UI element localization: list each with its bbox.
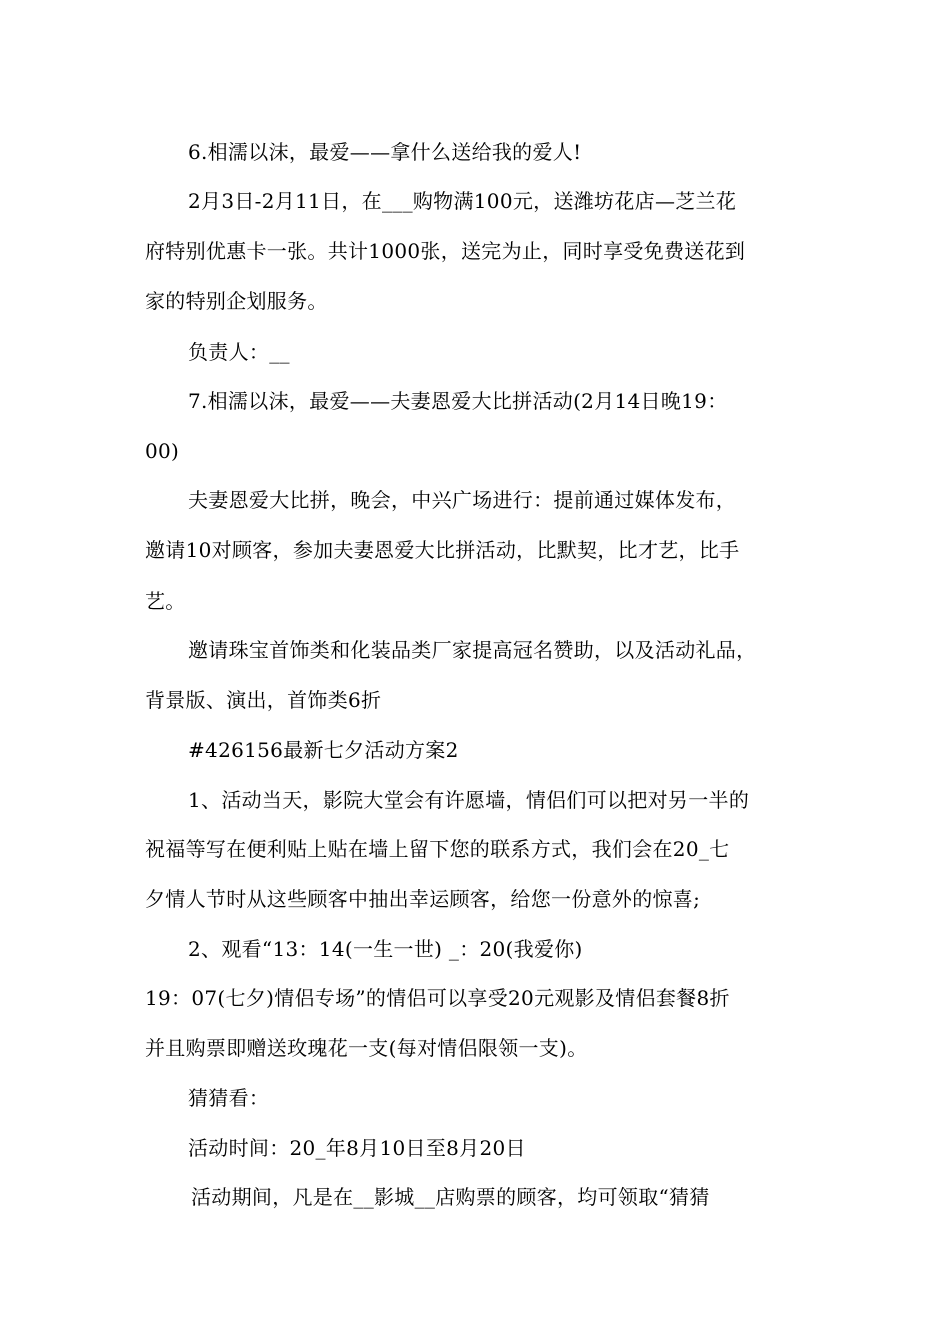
section-heading: #426156最新七夕活动方案2 xyxy=(188,738,459,762)
text-line: 6.相濡以沫，最爱——拿什么送给我的爱人! xyxy=(188,140,582,164)
text-line: 邀请珠宝首饰类和化装品类厂家提高冠名赞助，以及活动礼品， xyxy=(188,638,757,662)
text-line: 00) xyxy=(145,439,180,463)
text-line: 19：07(七夕)情侣专场”的情侣可以享受20元观影及情侣套餐8折 xyxy=(145,986,730,1010)
text-line: 背景版、演出，首饰类6折 xyxy=(145,688,382,712)
text-line: 邀请10对顾客，参加夫妻恩爱大比拼活动，比默契，比才艺，比手 xyxy=(145,538,740,562)
text-line: 家的特别企划服务。 xyxy=(145,289,328,313)
text-line: 活动期间，凡是在__影城__店购票的顾客，均可领取“猜猜 xyxy=(191,1185,710,1209)
text-line: 夫妻恩爱大比拼，晚会，中兴广场进行：提前通过媒体发布， xyxy=(188,488,737,512)
text-line: 并且购票即赠送玫瑰花一支(每对情侣限领一支)。 xyxy=(145,1036,588,1060)
text-line: 祝福等写在便利贴上贴在墙上留下您的联系方式，我们会在20_七 xyxy=(145,837,730,861)
text-line: 夕情人节时从这些顾客中抽出幸运顾客，给您一份意外的惊喜; xyxy=(145,887,701,911)
text-line: 活动时间：20_年8月10日至8月20日 xyxy=(188,1136,526,1160)
text-line: 负责人：__ xyxy=(188,340,290,364)
text-line: 艺。 xyxy=(145,589,186,613)
text-line: 猜猜看： xyxy=(188,1086,270,1110)
text-line: 1、活动当天，影院大堂会有许愿墙，情侣们可以把对另一半的 xyxy=(188,788,750,812)
text-line: 府特别优惠卡一张。共计1000张，送完为止，同时享受免费送花到 xyxy=(145,239,746,263)
text-line: 7.相濡以沫，最爱——夫妻恩爱大比拼活动(2月14日晚19： xyxy=(188,389,728,413)
text-line: 2月3日-2月11日，在___购物满100元，送潍坊花店—芝兰花 xyxy=(188,189,737,213)
text-line: 2、观看“13：14(一生一世) _：20(我爱你) xyxy=(188,937,583,961)
